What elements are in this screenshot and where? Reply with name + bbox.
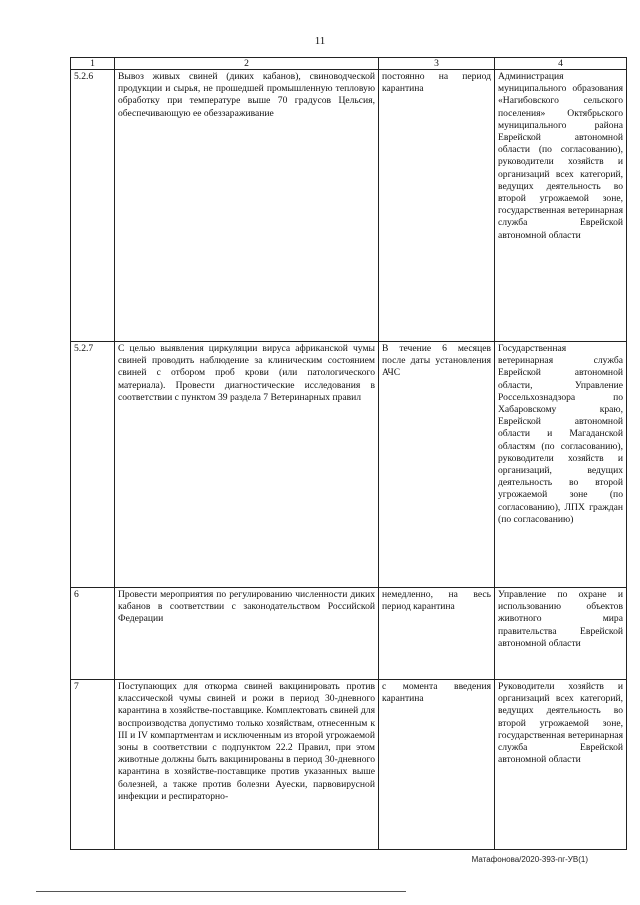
bottom-rule xyxy=(36,891,406,892)
row-deadline: В течение 6 месяцев после даты установления АЧС xyxy=(379,342,495,588)
row-number: 5.2.6 xyxy=(71,70,115,342)
row-measure: Вывоз живых свиней (диких кабанов), свиноводческой продукции и сырья, не прошедшей промышленную тепловую обработку при температуре выше 70 градусов Цельсия, обеспечивающую ее обеззараживание xyxy=(115,70,379,342)
row-deadline: с момента введения карантина xyxy=(379,680,495,850)
measures-table xyxy=(70,57,627,850)
table-header-row xyxy=(71,58,627,70)
row-measure: Поступающих для откорма свиней вакцинировать против классической чумы свиней и рожи в период 30-дневного карантина в хозяйстве-поставщике. Комплектовать свиней для воспроизводства допустимо только хозяйствам, отнесенным к III и IV компартментам и исключенным из второй угрожаемой зоны в соответствии с подпунктом 22.2 Правил, при этом животные должны быть вакцинированы в период 30-дневного карантина в хозяйстве-поставщике против указанных выше болезней, а также против болезни Ауески, парвовирусной инфекции и респираторно- xyxy=(115,680,379,850)
row-responsible: Государственная ветеринарная служба Еврейской автономной области, Управление Россельхознадзора по Хабаровскому краю, Еврейской автономной области и Магаданской областям (по согласованию), руководители хозяйств и организаций, ведущих деятельность во второй угрожаемой зоне (по согласованию), ЛПХ граждан (по согласованию) xyxy=(495,342,627,588)
header-col-1: 1 xyxy=(71,58,115,70)
table-row xyxy=(71,588,627,680)
page-number: 11 xyxy=(314,35,326,47)
table-row xyxy=(71,342,627,588)
row-responsible: Управление по охране и использованию объектов животного мира правительства Еврейской автономной области xyxy=(495,588,627,680)
row-responsible: Руководители хозяйств и организаций всех категорий, ведущих деятельность во второй угрожаемой зоне, государственная ветеринарная служба Еврейской автономной области xyxy=(495,680,627,850)
header-col-3: 3 xyxy=(379,58,495,70)
table-row xyxy=(71,680,627,850)
row-measure: С целью выявления циркуляции вируса африканской чумы свиней проводить наблюдение за клиническим состоянием свиней с отбором проб крови (или патологического материала). Провести диагностические исследования в соответствии с пунктом 39 раздела 7 Ветеринарных правил xyxy=(115,342,379,588)
row-number: 7 xyxy=(71,680,115,850)
row-deadline: постоянно на период карантина xyxy=(379,70,495,342)
row-deadline: немедленно, на весь период карантина xyxy=(379,588,495,680)
header-col-2: 2 xyxy=(115,58,379,70)
row-measure: Провести мероприятия по регулированию численности диких кабанов в соответствии с законодательством Российской Федерации xyxy=(115,588,379,680)
header-col-4: 4 xyxy=(495,58,627,70)
table-row xyxy=(71,70,627,342)
row-number: 6 xyxy=(71,588,115,680)
document-footer-code: Матафонова/2020-393-пг-УВ(1) xyxy=(471,855,588,864)
row-responsible: Администрация муниципального образования «Нагибовского сельского поселения» Октябрьского муниципального района Еврейской автономной области (по согласованию), руководители хозяйств и организаций всех категорий, ведущих деятельность во второй угрожаемой зоне, государственная ветеринарная служба Еврейской автономной области xyxy=(495,70,627,342)
row-number: 5.2.7 xyxy=(71,342,115,588)
